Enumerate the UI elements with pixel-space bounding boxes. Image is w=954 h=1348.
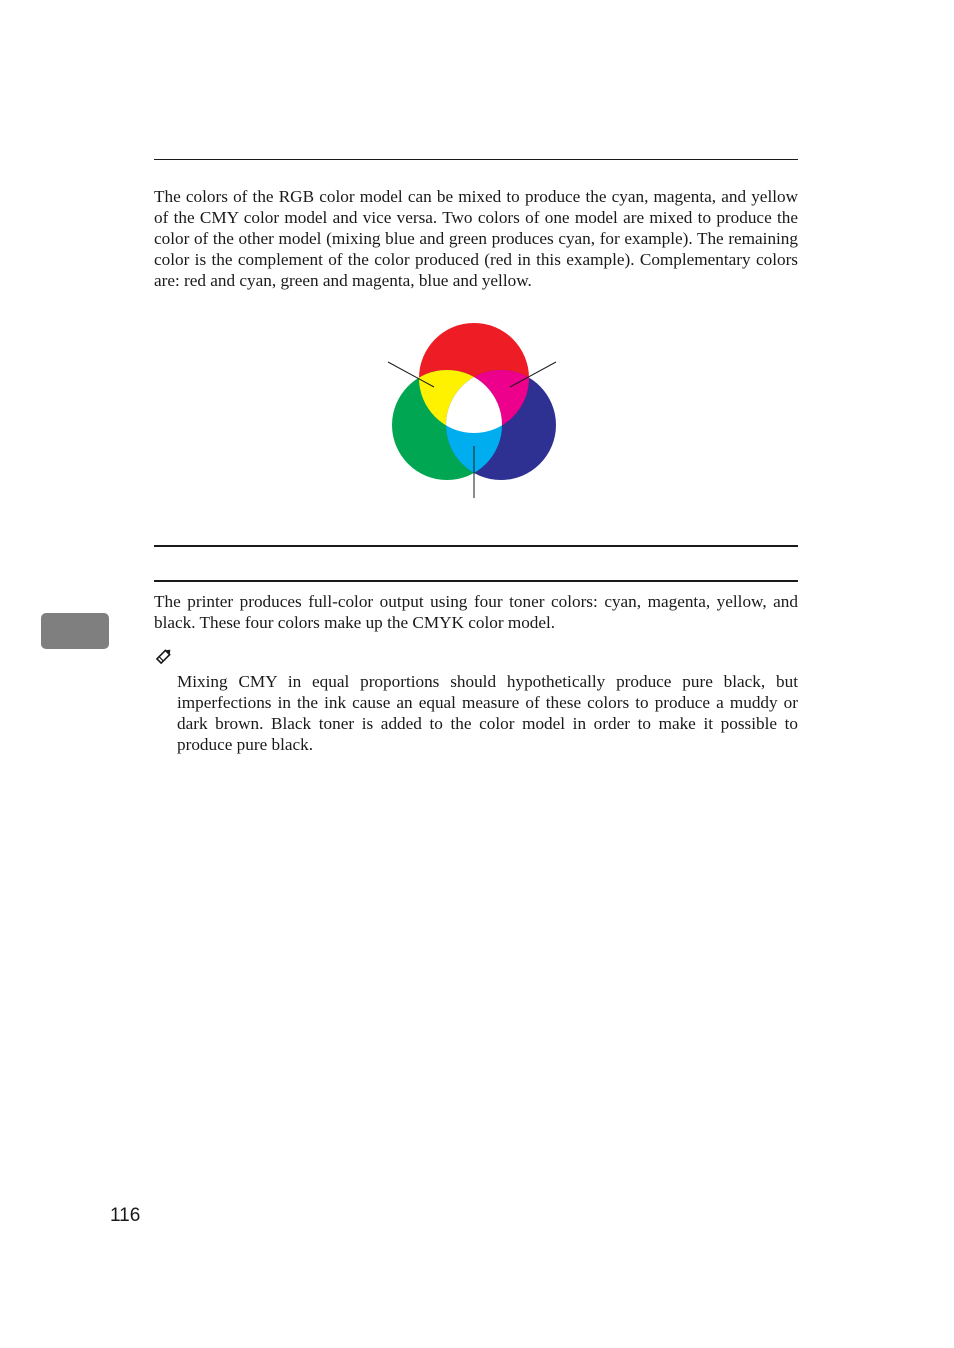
page-number: 116 (110, 1205, 141, 1226)
chapter-side-tab (41, 613, 109, 649)
cmyk-section-top-rule (154, 580, 798, 582)
color-mixing-diagram (380, 318, 570, 503)
cmyk-paragraph: The printer produces full-color output using four toner colors: cyan, magenta, yellow, and black. These four colors make up the CMYK color model. (154, 592, 798, 632)
cmyk-note-text: Mixing CMY in equal proportions should hypothetically produce pure black, but imperfections in the ink cause an equal measure of these colors to produce a muddy or dark brown. Black toner is added to the color model in order to make it possible to produce pure black. (177, 672, 798, 754)
section-divider-rule (154, 545, 798, 547)
rgb-cmy-paragraph: The colors of the RGB color model can be mixed to produce the cyan, magenta, and yellow of the CMY color model and vice versa. Two colors of one model are mixed to produce the color of the other model (mixing blue and green produces cyan, for example). The remaining color is the complement of the color produced (red in this example). Complementary colors are: red and cyan, green and magenta, blue and yellow. (154, 187, 798, 290)
pencil-icon (154, 646, 174, 666)
section-top-rule (154, 159, 798, 160)
